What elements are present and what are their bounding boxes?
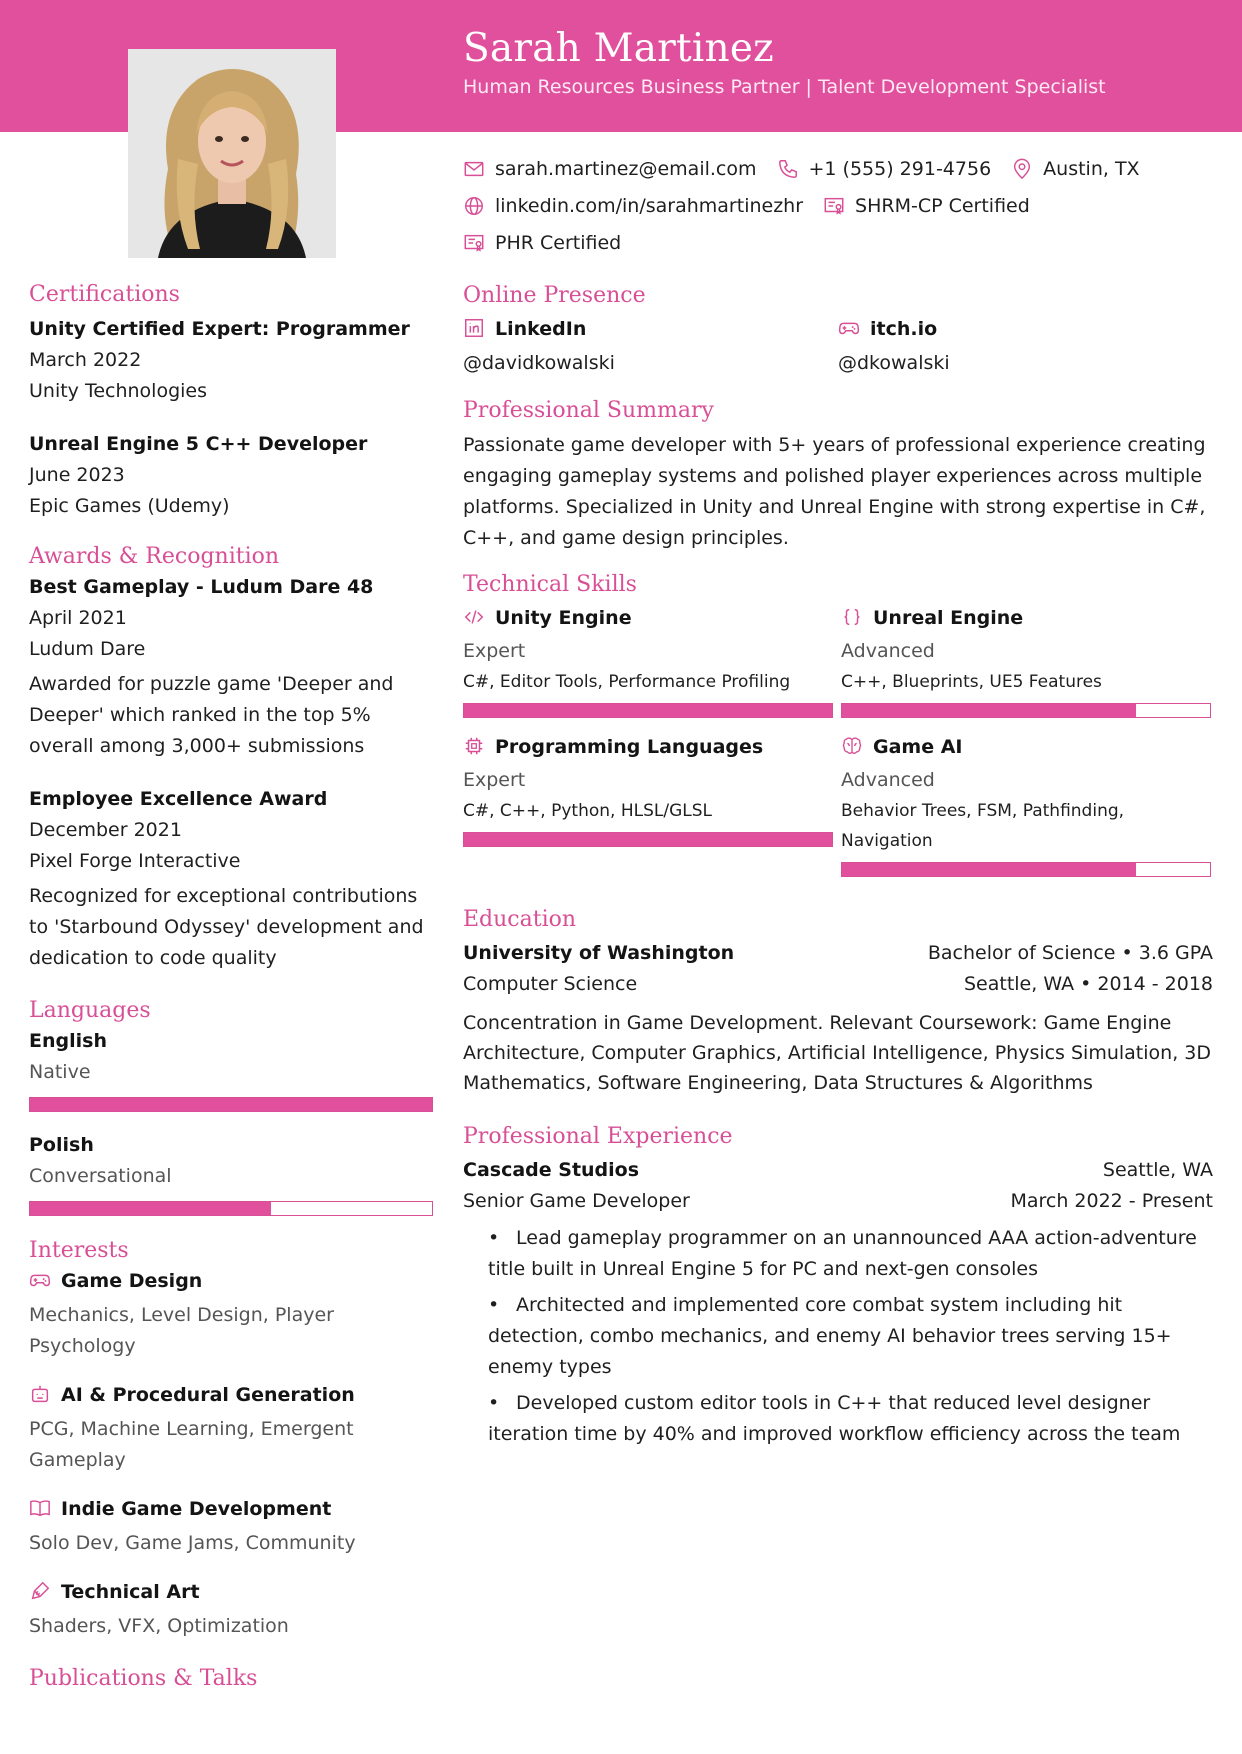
skill-card	[841, 603, 1213, 718]
skill-bar	[841, 703, 1211, 718]
language-bar	[29, 1097, 433, 1112]
skill-bar	[841, 862, 1211, 877]
skill-bar-fill	[842, 704, 1136, 717]
education-degree: Bachelor of Science • 3.6 GPA	[927, 942, 1213, 964]
skill-bar-fill	[464, 833, 832, 846]
languages-heading: Languages	[29, 998, 151, 1023]
experience-row-2	[463, 1186, 1213, 1217]
skill-level: Advanced	[841, 769, 935, 791]
certificate-icon	[823, 195, 845, 217]
contact-linkedin[interactable]	[463, 195, 803, 217]
gamepad-icon	[838, 317, 860, 339]
education-heading: Education	[463, 907, 577, 932]
language-bar-fill	[30, 1098, 432, 1111]
award-entry	[29, 572, 434, 762]
skill-card	[841, 732, 1213, 877]
online-presence-grid	[463, 314, 1213, 379]
interest-name: Game Design	[61, 1270, 203, 1292]
phone-text: +1 (555) 291-4756	[808, 157, 992, 180]
globe-icon	[463, 195, 485, 217]
skill-keywords: C++, Blueprints, UE5 Features	[841, 672, 1102, 692]
award-name: Employee Excellence Award	[29, 788, 328, 810]
skill-name: Game AI	[873, 736, 963, 758]
award-description: Recognized for exceptional contributions to 'Starbound Odyssey' development and dedication to code quality	[29, 885, 424, 969]
cert-entry	[29, 314, 434, 407]
online-name: itch.io	[870, 318, 938, 340]
cert-1-text: SHRM-CP Certified	[855, 194, 1030, 217]
skill-keywords: C#, Editor Tools, Performance Profiling	[463, 672, 791, 692]
language-level: Conversational	[29, 1165, 172, 1187]
award-issuer: Pixel Forge Interactive	[29, 850, 241, 872]
interest-detail: Solo Dev, Game Jams, Community	[29, 1532, 356, 1554]
interest-name: Technical Art	[61, 1581, 200, 1603]
education-school: University of Washington	[463, 942, 735, 964]
bullet-text: Architected and implemented core combat system including hit detection, combo mechanics, and enemy AI behavior trees serving 15+ enemy types	[488, 1294, 1172, 1378]
interest-detail: Mechanics, Level Design, Player Psychology	[29, 1304, 334, 1357]
list-item: • Developed custom editor tools in C++ that reduced level designer iteration time by 40% and improved workflow efficiency across the team	[488, 1392, 1181, 1445]
phone-icon	[777, 158, 799, 180]
contact-cert-2	[463, 232, 621, 254]
online-presence-heading: Online Presence	[463, 283, 646, 308]
cert-date: June 2023	[29, 464, 125, 486]
award-date: December 2021	[29, 819, 182, 841]
interest-entry	[29, 1380, 434, 1476]
language-name: English	[29, 1030, 107, 1052]
contact-email[interactable]	[463, 158, 757, 180]
online-handle: @davidkowalski	[463, 352, 615, 374]
education-location-dates: Seattle, WA • 2014 - 2018	[963, 973, 1213, 995]
skill-bar-fill	[464, 704, 832, 717]
skills-row-2	[463, 732, 1213, 877]
award-description: Awarded for puzzle game 'Deeper and Deeper' which ranked in the top 5% overall among 3,000+ submissions	[29, 673, 394, 757]
candidate-name: Sarah Martinez	[463, 26, 774, 71]
left-column	[29, 280, 434, 1694]
interest-entry	[29, 1577, 434, 1642]
profile-photo	[128, 49, 336, 258]
certificate-icon	[463, 232, 485, 254]
education-row-2	[463, 969, 1213, 1000]
online-handle: @dkowalski	[838, 352, 950, 374]
award-name: Best Gameplay - Ludum Dare 48	[29, 576, 374, 598]
education-field: Computer Science	[463, 973, 638, 995]
language-level: Native	[29, 1061, 91, 1083]
book-icon	[29, 1497, 51, 1519]
language-bar	[29, 1201, 433, 1216]
bullet-text: Lead gameplay programmer on an unannounced AAA action-adventure title built in Unreal Engine 5 for PC and next-gen consoles	[488, 1227, 1197, 1280]
list-item: • Lead gameplay programmer on an unannounced AAA action-adventure title built in Unreal Engine 5 for PC and next-gen consoles	[488, 1227, 1197, 1280]
chip-icon	[463, 735, 485, 757]
experience-location: Seattle, WA	[1102, 1159, 1213, 1181]
linkedin-icon	[463, 317, 485, 339]
right-column	[463, 150, 1213, 1455]
summary-heading: Professional Summary	[463, 398, 714, 423]
skill-bar-fill	[842, 863, 1136, 876]
location-text: Austin, TX	[1043, 157, 1140, 180]
skill-level: Advanced	[841, 640, 935, 662]
contact-phone[interactable]	[777, 158, 992, 180]
mail-icon	[463, 158, 485, 180]
cert-date: March 2022	[29, 349, 142, 371]
skill-name: Unreal Engine	[873, 607, 1024, 629]
skill-keywords: C#, C++, Python, HLSL/GLSL	[463, 801, 712, 821]
education-description: Concentration in Game Development. Relevant Coursework: Game Engine Architecture, Computer Graphics, Artificial Intelligence, Physics Simulation, 3D Mathematics, Software Engineering, Data Structures & Algorithms	[463, 1012, 1212, 1094]
skill-card	[463, 732, 841, 877]
pen-icon	[29, 1580, 51, 1602]
contact-row-2	[463, 187, 1213, 224]
list-item: • Architected and implemented core combat system including hit detection, combo mechanics, and enemy AI behavior trees serving 15+ enemy types	[488, 1294, 1172, 1378]
interest-detail: PCG, Machine Learning, Emergent Gameplay	[29, 1418, 354, 1471]
email-text: sarah.martinez@email.com	[495, 157, 757, 180]
skills-heading: Technical Skills	[463, 572, 637, 597]
gamepad-icon	[29, 1269, 51, 1291]
contact-row-3	[463, 224, 1213, 261]
linkedin-text: linkedin.com/in/sarahmartinezhr	[495, 194, 804, 217]
robot-icon	[29, 1383, 51, 1405]
interest-entry	[29, 1266, 434, 1362]
skill-keywords: Behavior Trees, FSM, Pathfinding, Navigation	[841, 801, 1125, 851]
experience-company: Cascade Studios	[463, 1159, 640, 1181]
interests-heading: Interests	[29, 1238, 129, 1263]
skill-name: Unity Engine	[495, 607, 632, 629]
publications-heading: Publications & Talks	[29, 1666, 258, 1691]
contact-location	[1011, 158, 1139, 180]
skills-row-1	[463, 603, 1213, 718]
certifications-heading: Certifications	[29, 282, 180, 307]
contact-cert-1	[823, 195, 1030, 217]
language-entry	[29, 1130, 434, 1216]
award-entry	[29, 784, 434, 974]
interest-name: Indie Game Development	[61, 1498, 332, 1520]
skill-bar	[463, 832, 833, 847]
braces-icon	[841, 606, 863, 628]
interest-name: AI & Procedural Generation	[61, 1384, 355, 1406]
candidate-title: Human Resources Business Partner | Talent Development Specialist	[463, 76, 1106, 98]
experience-dates: March 2022 - Present	[1010, 1190, 1213, 1212]
online-name: LinkedIn	[495, 318, 587, 340]
online-item-itchio[interactable]	[838, 314, 1213, 379]
cert-entry	[29, 429, 434, 522]
education-row-1	[463, 938, 1213, 969]
skill-name: Programming Languages	[495, 736, 764, 758]
award-date: April 2021	[29, 607, 127, 629]
experience-row-1	[463, 1155, 1213, 1186]
code-icon	[463, 606, 485, 628]
summary-text: Passionate game developer with 5+ years of professional experience creating engaging gameplay systems and polished player experiences across multiple platforms. Specialized in Unity and Unreal Engine with strong expertise in C#, C++, and game design principles.	[463, 434, 1206, 549]
contact-row-1	[463, 150, 1213, 187]
online-item-linkedin[interactable]	[463, 314, 838, 379]
skill-level: Expert	[463, 640, 526, 662]
language-entry	[29, 1026, 434, 1112]
language-name: Polish	[29, 1134, 94, 1156]
language-bar-fill	[30, 1202, 271, 1215]
award-issuer: Ludum Dare	[29, 638, 146, 660]
interest-detail: Shaders, VFX, Optimization	[29, 1615, 289, 1637]
awards-heading: Awards & Recognition	[29, 544, 280, 569]
experience-role: Senior Game Developer	[463, 1190, 690, 1212]
cert-name: Unity Certified Expert: Programmer	[29, 318, 410, 340]
cert-issuer: Epic Games (Udemy)	[29, 495, 230, 517]
interest-entry	[29, 1494, 434, 1559]
skill-bar	[463, 703, 833, 718]
cert-issuer: Unity Technologies	[29, 380, 208, 402]
experience-heading: Professional Experience	[463, 1124, 733, 1149]
cert-2-text: PHR Certified	[495, 231, 622, 254]
skill-card	[463, 603, 841, 718]
bullet-text: Developed custom editor tools in C++ that reduced level designer iteration time by 40% and improved workflow efficiency across the team	[488, 1392, 1181, 1445]
location-pin-icon	[1011, 158, 1033, 180]
skill-level: Expert	[463, 769, 526, 791]
cert-name: Unreal Engine 5 C++ Developer	[29, 433, 368, 455]
experience-bullets	[463, 1223, 1213, 1450]
brain-icon	[841, 735, 863, 757]
